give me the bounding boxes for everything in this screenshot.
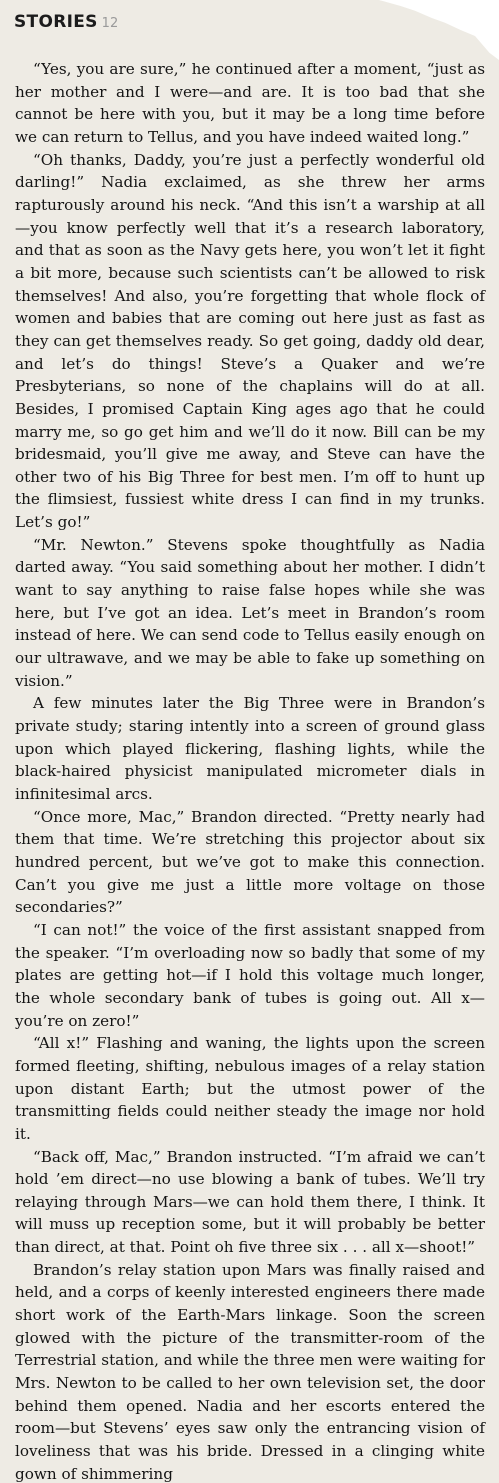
story-paragraph: “Mr. Newton.” Stevens spoke thoughtfully as Nadia darted away. “You said something about her mother. I didn’t want to say anything to raise false hopes while she was here, but I’ve got an idea. Let’s meet in Brandon’s room instead of here. We can send code to Tellus easily enough on our ultrawave, and we may be able to fake up something on vision.” [15,535,485,690]
story-paragraph: “Once more, Mac,” Brandon directed. “Pretty nearly had them that time. We’re stretching this projector about six hundred percent, but we’ve got to make this connection. Can’t you give me just a little more voltage on those secondaries?” [15,807,485,917]
story-paragraph: A few minutes later the Big Three were in Brandon’s private study; staring intently into a screen of ground glass upon which played flickering, flashing lights, while the black-haired physicist manipulated micrometer dials in infinitesimal arcs. [15,694,485,803]
story-column [15,58,485,1483]
story-paragraph: “Yes, you are sure,” he continued after a moment, “just as her mother and I were—and are. It is too bad that she cannot be here with you, but it may be a long time before we can return to Tellus, and you have indeed waited long.” [15,60,485,146]
page-number: 12 [101,16,119,31]
torn-paper-corner [379,0,499,60]
story-paragraph: “Oh thanks, Daddy, you’re just a perfectly wonderful old darling!” Nadia exclaimed, as she threw her arms rapturously around his neck. “And this isn’t a warship at all—you know perfectly well that it’s a research laboratory, and that as soon as the Navy gets here, you won’t let it fight a bit more, because such scientists can’t be allowed to risk themselves! And also, you’re forgetting that whole flock of women and babies that are coming out here just as fast as they can get themselves ready. So get going, daddy old dear, and let’s do things! Steve’s a Quaker and we’re Presbyterians, so none of the chaplains will do at all. Besides, I promised Captain King ages ago that he could marry me, so go get him and we’ll do it now. Bill can be my bridesmaid, you’ll give me away, and Steve can have the other two of his Big Three for best men. I’m off to hunt up the flimsiest, fussiest white dress I can find in my trunks. Let’s go!” [15,150,485,532]
story-paragraph: Brandon’s relay station upon Mars was finally raised and held, and a corps of keenly interested engineers there made short work of the Earth-Mars linkage. Soon the screen glowed with the picture of the transmitter-room of the Terrestrial station, and while the three men were waiting for Mrs. Newton to be called to her own television set, the door behind them opened. Nadia and her escorts entered the room—but Stevens’ eyes saw only the entrancing vision of loveliness that was his bride. Dressed in a clinging white gown of shimmering [15,1260,485,1483]
section-label: STORIES [14,12,98,32]
page-header [14,12,118,36]
story-paragraph: “I can not!” the voice of the first assistant snapped from the speaker. “I’m overloading now so badly that some of my plates are getting hot—if I hold this voltage much longer, the whole secondary bank of tubes is going out. All x—you’re on zero!” [15,920,485,1030]
story-paragraph: “All x!” Flashing and waning, the lights upon the screen formed fleeting, shifting, nebulous images of a relay station upon distant Earth; but the utmost power of the transmitting fields could neither steady the image nor hold it. [15,1034,485,1143]
story-paragraph: “Back off, Mac,” Brandon instructed. “I’m afraid we can’t hold ’em direct—no use blowing a bank of tubes. We’ll try relaying through Mars—we can hold them there, I think. It will muss up reception some, but it will probably be better than direct, at that. Point oh five three six . . . all x—shoot!” [15,1147,485,1257]
